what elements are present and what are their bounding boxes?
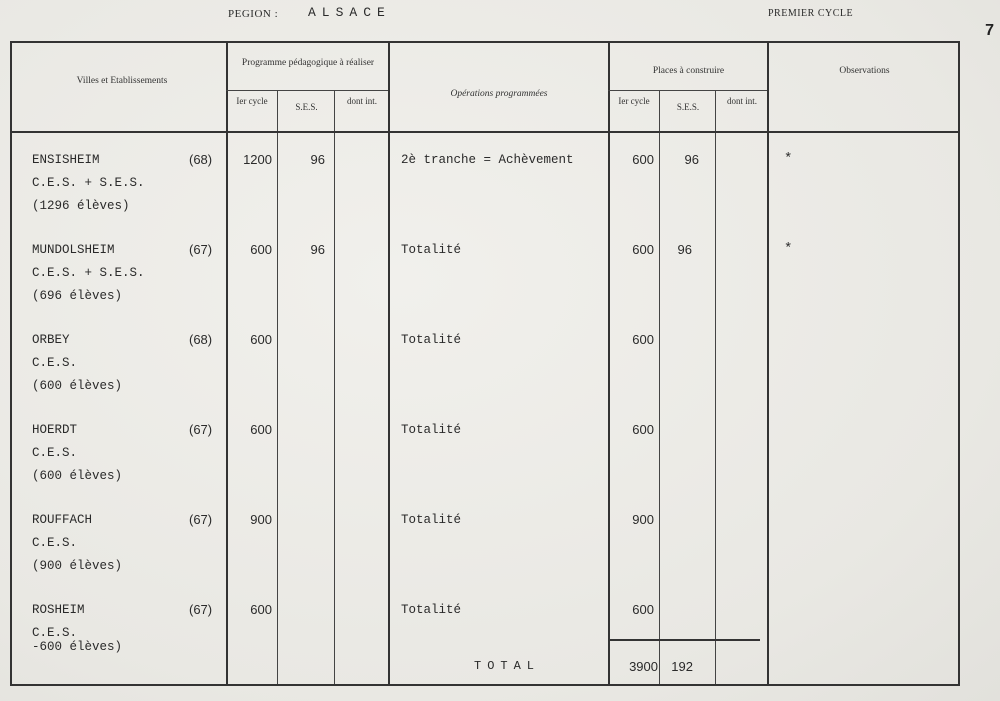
col-divider [388, 43, 390, 684]
departement: (67) [189, 422, 213, 437]
header-operations: Opérations programmées [450, 89, 548, 99]
header-prog-ses: S.E.S. [295, 102, 318, 112]
departement: (68) [189, 332, 213, 347]
etablissement-name: ORBEY [32, 333, 70, 347]
etablissement-name: MUNDOLSHEIM [32, 243, 115, 257]
schedule-table [10, 41, 960, 686]
header-places-int: dont int. [726, 96, 757, 106]
operation: Totalité [401, 513, 462, 527]
etablissement-type: C.E.S. + S.E.S. [32, 266, 145, 280]
prog-cycle-value: 600 [250, 602, 272, 617]
operation: Totalité [401, 333, 462, 347]
etablissement-type: C.E.S. [32, 536, 78, 550]
region-value: ALSACE [308, 5, 391, 20]
prog-cycle-value: 900 [250, 512, 272, 527]
total-places-cycle: 3900 [629, 659, 658, 674]
col-divider [608, 43, 610, 684]
observation-mark: * [784, 151, 793, 167]
header-programme: Programme pédagogique à réaliser [241, 58, 375, 68]
places-cycle-value: 600 [632, 152, 654, 167]
cycle-label: PREMIER CYCLE [768, 8, 854, 19]
col-divider [659, 90, 660, 684]
header-places-ses: S.E.S. [676, 102, 700, 112]
header-villes: Villes et Etablissements [76, 76, 168, 86]
prog-cycle-value: 600 [250, 242, 272, 257]
prog-cycle-value: 600 [250, 422, 272, 437]
etablissement-type: C.E.S. [32, 446, 78, 460]
eleves-count: (1296 élèves) [32, 199, 130, 213]
prog-ses-value: 96 [310, 152, 325, 167]
departement: (67) [189, 602, 213, 617]
places-cycle-value: 900 [632, 512, 654, 527]
etablissement-type: C.E.S. [32, 626, 78, 640]
departement: (67) [189, 242, 213, 257]
eleves-count: (600 élèves) [32, 469, 123, 483]
region-label: PEGION : [228, 8, 279, 20]
prog-cycle-value: 1200 [243, 152, 272, 167]
page-number: 7 [985, 22, 994, 39]
departement: (68) [189, 152, 213, 167]
header-observations: Observations [839, 66, 890, 76]
eleves-count: (696 élèves) [32, 289, 123, 303]
operation: Totalité [401, 243, 462, 257]
places-cycle-value: 600 [632, 422, 654, 437]
places-cycle-value: 600 [632, 242, 654, 257]
header-places-cycle: Ier cycle [618, 96, 650, 106]
total-divider [608, 639, 760, 641]
eleves-count: -600 élèves) [32, 640, 123, 654]
etablissement-name: HOERDT [32, 423, 78, 437]
observation-mark: * [784, 241, 793, 257]
col-divider [715, 90, 716, 684]
header-prog-int: dont int. [346, 96, 377, 106]
total-label: TOTAL [474, 659, 541, 673]
col-divider [277, 90, 278, 684]
row-divider [226, 90, 388, 91]
etablissement-name: ROSHEIM [32, 603, 85, 617]
header-places: Places à construire [652, 66, 725, 76]
eleves-count: (900 élèves) [32, 559, 123, 573]
col-divider [226, 43, 228, 684]
etablissement-name: ROUFFACH [32, 513, 93, 527]
prog-ses-value: 96 [310, 242, 325, 257]
prog-cycle-value: 600 [250, 332, 272, 347]
etablissement-type: C.E.S. [32, 356, 78, 370]
places-ses-value: 96 [677, 242, 692, 257]
total-places-ses: 192 [671, 659, 693, 674]
operation: Totalité [401, 603, 462, 617]
departement: (67) [189, 512, 213, 527]
col-divider [334, 90, 335, 684]
operation: 2è tranche = Achèvement [401, 153, 574, 167]
etablissement-type: C.E.S. + S.E.S. [32, 176, 145, 190]
eleves-count: (600 élèves) [32, 379, 123, 393]
row-divider [608, 90, 767, 91]
operation: Totalité [401, 423, 462, 437]
header-prog-cycle: Ier cycle [236, 96, 268, 106]
places-ses-value: 96 [684, 152, 699, 167]
places-cycle-value: 600 [632, 602, 654, 617]
col-divider [767, 43, 769, 684]
header-divider [12, 131, 958, 133]
places-cycle-value: 600 [632, 332, 654, 347]
etablissement-name: ENSISHEIM [32, 153, 100, 167]
